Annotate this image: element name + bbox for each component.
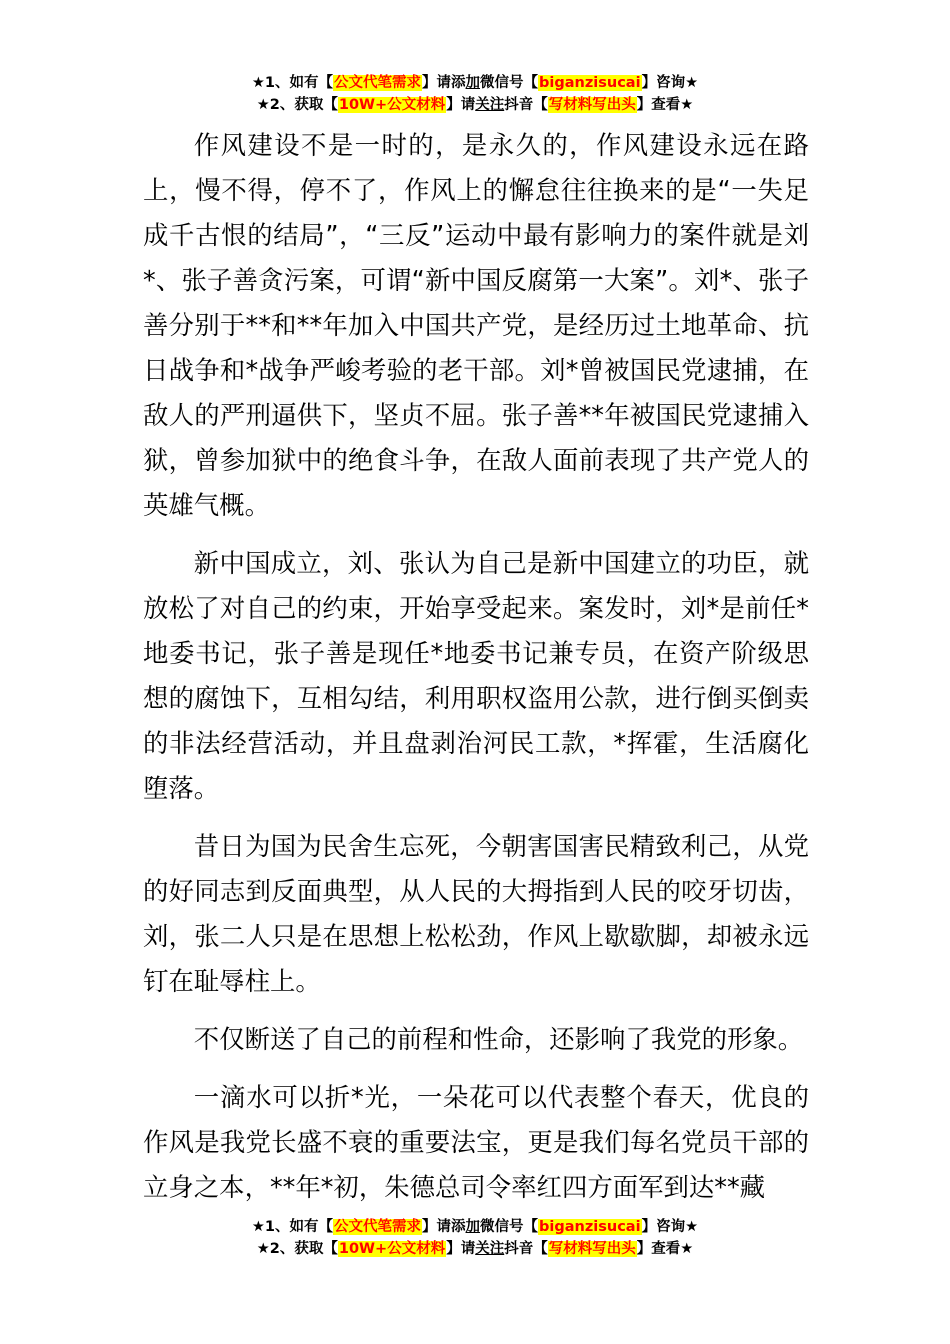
paragraph: 昔日为国为民舍生忘死，今朝害国害民精致利己，从党的好同志到反面典型，从人民的大拇指到人民的咬牙切齿，刘，张二人只是在思想上松松劲，作风上歇歇脚，却被永远钉在耻辱柱上。 bbox=[143, 831, 809, 996]
banner-highlight: 公文代笔需求 bbox=[334, 1219, 422, 1235]
banner-text: 微信号【 bbox=[480, 75, 539, 91]
banner-text: 】请 bbox=[446, 97, 476, 113]
banner-underlined-text: 关注 bbox=[475, 97, 505, 113]
banner-underlined-text: 关注 bbox=[475, 1241, 505, 1257]
banner-text: 】查看★ bbox=[636, 1241, 694, 1257]
paragraph: 作风建设不是一时的，是永久的，作风建设永远在路上，慢不得，停不了，作风上的懈怠往往换来的是“一失足成千古恨的结局”，“三反”运动中最有影响力的案件就是刘*、张子善贪污案，可谓“新中国反腐第一大案”。刘*、张子善分别于**和**年加入中国共产党，是经历过土地革命、抗日战争和*战争严峻考验的老干部。刘*曾被国民党逮捕，在敌人的严刑逼供下，坚贞不屈。张子善**年被国民党逮捕入狱，曾参加狱中的绝食斗争，在敌人面前表现了共产党人的英雄气概。 bbox=[143, 130, 809, 520]
banner-text: 抖音【 bbox=[504, 1241, 548, 1257]
banner-text: ★2、获取【 bbox=[256, 97, 338, 113]
paragraph: 一滴水可以折*光，一朵花可以代表整个春天，优良的作风是我党长盛不衰的重要法宝，更是我们每名党员干部的立身之本，**年*初，朱德总司令率红四方面军到达**藏 bbox=[143, 1082, 809, 1202]
banner-line-2 bbox=[0, 1238, 950, 1260]
banner-highlight: 10W+公文材料 bbox=[338, 97, 446, 113]
banner-highlight: 公文代笔需求 bbox=[334, 75, 422, 91]
document-body bbox=[143, 123, 809, 1223]
banner-text: 】咨询★ bbox=[641, 1219, 699, 1235]
banner-line-2 bbox=[0, 94, 950, 116]
paragraph: 不仅断送了自己的前程和性命，还影响了我党的形象。 bbox=[193, 1024, 804, 1054]
banner-text: 微信号【 bbox=[480, 1219, 539, 1235]
banner-underlined-text: 加 bbox=[465, 75, 481, 91]
footer-banner bbox=[0, 1216, 950, 1260]
banner-text: 】请添 bbox=[422, 1219, 466, 1235]
banner-text: 】查看★ bbox=[636, 97, 694, 113]
banner-highlight: biganzisucai bbox=[539, 1219, 641, 1235]
banner-text: 】咨询★ bbox=[641, 75, 699, 91]
banner-text: 】请 bbox=[446, 1241, 476, 1257]
banner-text: ★1、如有【 bbox=[251, 1219, 334, 1235]
paragraph: 新中国成立，刘、张认为自己是新中国建立的功臣，就放松了对自己的约束，开始享受起来。案发时，刘*是前任*地委书记，张子善是现任*地委书记兼专员，在资产阶级思想的腐蚀下，互相勾结，利用职权盗用公款，进行倒买倒卖的非法经营活动，并且盘剥治河民工款，*挥霍，生活腐化堕落。 bbox=[143, 548, 809, 803]
banner-highlight: 写材料写出头 bbox=[548, 1241, 636, 1257]
banner-line-1 bbox=[0, 1216, 950, 1238]
banner-text: ★2、获取【 bbox=[256, 1241, 338, 1257]
banner-line-1 bbox=[0, 72, 950, 94]
banner-text: ★1、如有【 bbox=[251, 75, 334, 91]
banner-text: 】请添 bbox=[422, 75, 466, 91]
banner-underlined-text: 加 bbox=[465, 1219, 481, 1235]
banner-highlight: 写材料写出头 bbox=[548, 97, 636, 113]
banner-highlight: biganzisucai bbox=[539, 75, 641, 91]
banner-highlight: 10W+公文材料 bbox=[338, 1241, 446, 1257]
banner-text: 抖音【 bbox=[504, 97, 548, 113]
header-banner bbox=[0, 72, 950, 116]
